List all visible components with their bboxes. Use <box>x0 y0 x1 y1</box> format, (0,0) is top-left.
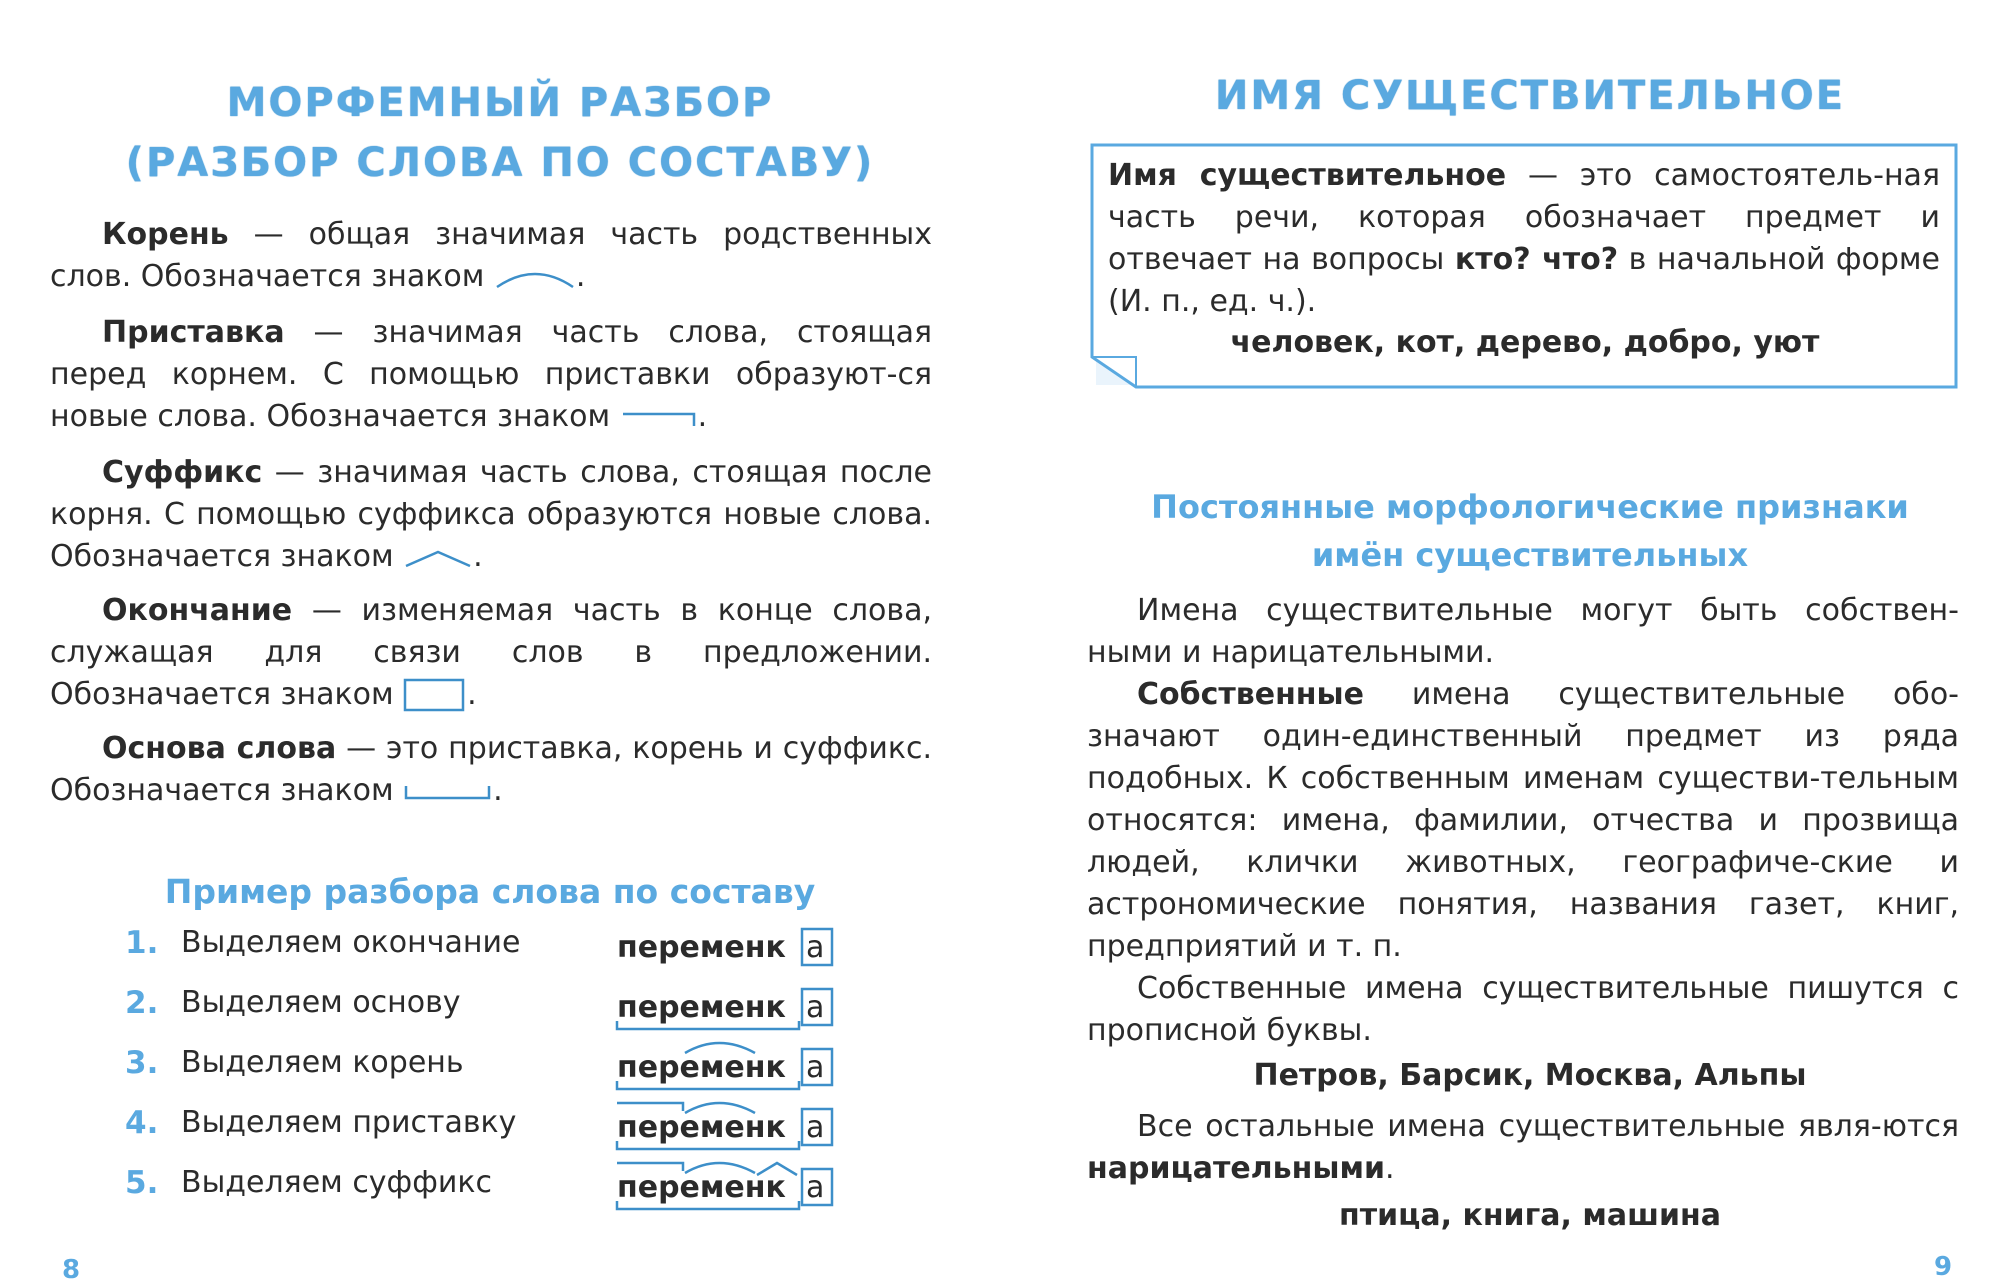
root-mark-icon <box>494 265 576 291</box>
example-title: Пример разбора слова по составу <box>164 872 816 911</box>
step-text: Выделяем приставку <box>181 1105 517 1140</box>
term-proper: Собственные <box>1137 677 1365 712</box>
parsed-word <box>615 975 845 1035</box>
definition-stem-text: — это приставка, корень и суффикс. Обозначается знаком <box>50 731 932 808</box>
list-item <box>125 915 885 975</box>
definition-suffix-text: — значимая часть слова, стоящая после корня. С помощью суффикса образуются новые слова. Обозначается знаком <box>50 455 932 574</box>
definition-ending: Окончание — изменяемая часть в конце слова, служащая для связи слов в предложении. Обозначается знаком . <box>50 593 932 712</box>
paragraph-common: Все остальные имена существительные явля-ются нарицательными. <box>1087 1109 1959 1186</box>
term-stem: Основа слова <box>102 731 337 766</box>
definition-ending-text: — изменяемая часть в конце слова, служащая для связи слов в предложении. Обозначается знаком <box>50 593 932 712</box>
page-number-left: 8 <box>62 1255 81 1285</box>
word-ending: а <box>806 930 825 965</box>
stem-mark-icon <box>403 780 493 804</box>
prefix-mark-icon <box>620 406 698 430</box>
step-number: 5. <box>125 1165 159 1201</box>
definition-prefix-text: — значимая часть слова, стоящая перед корнем. С помощью приставки образуют-ся новые слова. Обозначается знаком <box>50 315 932 434</box>
paragraph-capital: Собственные имена существительные пишутся с прописной буквы. <box>1087 971 1959 1048</box>
list-item <box>125 1155 885 1215</box>
word-ending: а <box>806 1170 825 1205</box>
step-text: Выделяем окончание <box>181 925 521 960</box>
paragraph-intro: Имена существительные могут быть собствен-ными и нарицательными. <box>1087 593 1959 670</box>
parsed-word <box>615 915 845 975</box>
section-title-line2: имён существительных <box>1311 536 1749 574</box>
term-prefix: Приставка <box>102 315 285 350</box>
step-number: 3. <box>125 1045 159 1081</box>
examples-common: птица, книга, машина <box>1339 1198 1721 1233</box>
definition-box <box>1090 143 1960 391</box>
page-title-line2: (РАЗБОР СЛОВА ПО СОСТАВУ) <box>125 140 875 186</box>
word-markup-icon <box>615 975 845 1035</box>
examples-proper: Петров, Барсик, Москва, Альпы <box>1253 1058 1807 1093</box>
definition-suffix: Суффикс — значимая часть слова, стоящая после корня. С помощью суффикса образуются новые слова. Обозначается знаком . <box>50 455 932 574</box>
word-markup-icon <box>615 1155 845 1215</box>
definition-examples: человек, кот, дерево, добро, уют <box>1230 325 1820 360</box>
word-ending: а <box>806 1050 825 1085</box>
step-number: 2. <box>125 985 159 1021</box>
term-root: Корень <box>102 217 229 252</box>
term-common: нарицательными <box>1087 1151 1386 1186</box>
term-ending: Окончание <box>102 593 293 628</box>
step-text: Выделяем основу <box>181 985 461 1020</box>
word-stem: переменк <box>617 1050 786 1085</box>
word-stem: переменк <box>617 1110 786 1145</box>
questions: кто? что? <box>1454 242 1619 277</box>
word-markup-icon <box>615 1095 845 1155</box>
term-noun: Имя существительное <box>1108 158 1507 193</box>
list-item <box>125 1035 885 1095</box>
ending-mark-icon <box>403 678 467 714</box>
section-title-line1: Постоянные морфологические признаки <box>1151 488 1909 526</box>
definition-prefix: Приставка — значимая часть слова, стоящая перед корнем. С помощью приставки образуют-ся новые слова. Обозначается знаком . <box>50 315 932 434</box>
step-text: Выделяем суффикс <box>181 1165 492 1200</box>
word-markup-icon <box>615 1035 845 1095</box>
word-ending: а <box>806 1110 825 1145</box>
list-item <box>125 1095 885 1155</box>
right-page-title: ИМЯ СУЩЕСТВИТЕЛЬНОЕ <box>1214 73 1846 119</box>
definition-root: Корень — общая значимая часть родственных слов. Обозначается знаком . <box>50 217 932 294</box>
parsed-word <box>615 1155 845 1215</box>
example-steps <box>125 915 885 1215</box>
definition-root-text: — общая значимая часть родственных слов. Обозначается знаком <box>50 217 932 294</box>
parsed-word <box>615 1095 845 1155</box>
term-suffix: Суффикс <box>102 455 263 490</box>
list-item <box>125 975 885 1035</box>
word-ending: а <box>806 990 825 1025</box>
word-stem: переменк <box>617 930 786 965</box>
paragraph-proper: Собственные имена существительные обо-значают один-единственный предмет из ряда подобных. К собственным именам существи-тельным относятся: имена, фамилии, отчества и прозвища людей, клички животных, географиче-ские и астрономические понятия, названия газет, книг, предприятий и т. п. <box>1087 677 1959 964</box>
word-stem: переменк <box>617 990 786 1025</box>
page-number-right: 9 <box>1934 1252 1953 1282</box>
step-number: 1. <box>125 925 159 961</box>
noun-definition: Имя существительное — это самостоятель-ная часть речи, которая обозначает предмет и отвечает на вопросы кто? что? в начальной форме (И. п., ед. ч.). <box>1108 158 1941 319</box>
definition-stem: Основа слова — это приставка, корень и суффикс. Обозначается знаком . <box>50 731 932 808</box>
suffix-mark-icon <box>403 546 473 570</box>
page-title-line1: МОРФЕМНЫЙ РАЗБОР <box>226 80 774 126</box>
step-text: Выделяем корень <box>181 1045 464 1080</box>
parsed-word <box>615 1035 845 1095</box>
word-stem: переменк <box>617 1170 786 1205</box>
word-markup-icon <box>615 915 845 975</box>
step-number: 4. <box>125 1105 159 1141</box>
